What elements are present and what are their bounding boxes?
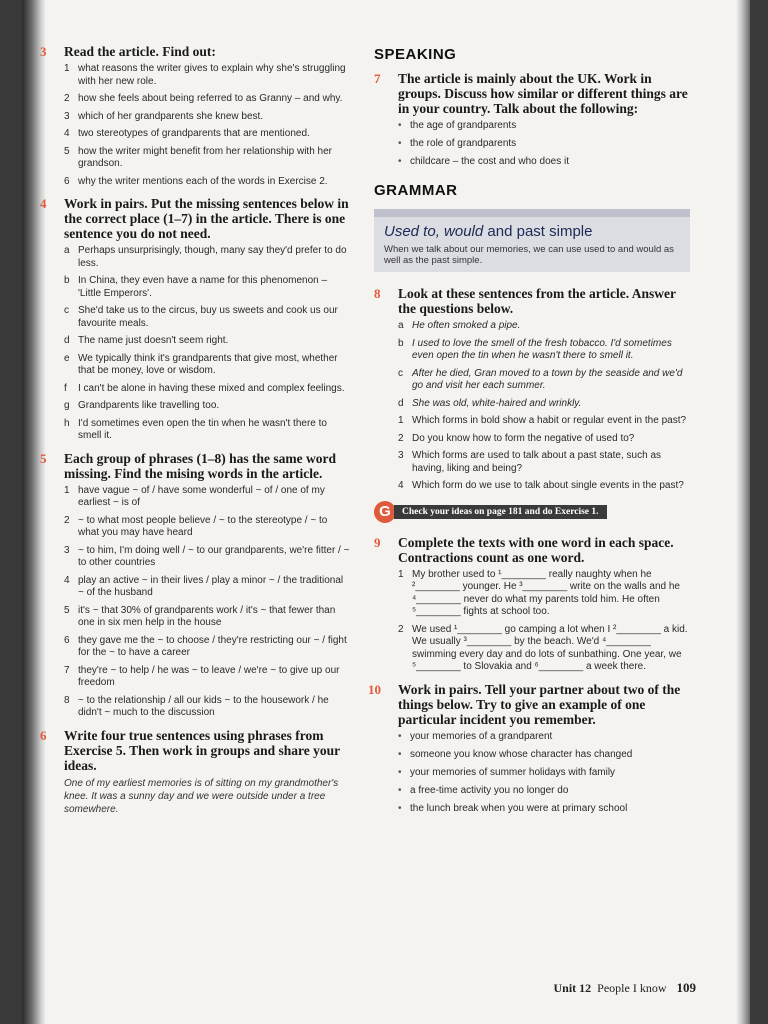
- bullet-item: • the age of grandparents: [398, 120, 690, 132]
- item-label: 5: [64, 604, 70, 616]
- list-item: [64, 485, 350, 510]
- item-text: what reasons the writer gives to explain why she's struggling with her new role.: [78, 63, 346, 87]
- bullet-item: • the lunch break when you were at primary school: [398, 803, 690, 815]
- item-text: Do you know how to form the negative of used to?: [412, 432, 635, 444]
- item-text: they're ~ to help / he was ~ to leave / we're ~ to give up our freedom: [78, 664, 340, 688]
- list-item: [64, 695, 350, 720]
- list-item: [398, 450, 690, 475]
- item-label: 6: [64, 634, 70, 646]
- textbook-page: [22, 0, 750, 1024]
- left-column: [40, 44, 350, 824]
- list-item: [64, 111, 350, 124]
- exercise-number: 7: [374, 71, 381, 86]
- item-label: e: [64, 352, 70, 364]
- item-text: have vague ~ of / have some wonderful ~ of / one of my earliest ~ is of: [78, 484, 325, 508]
- exercise-heading: Work in pairs. Tell your partner about two of the things below. Try to give an example of one particular incident you remember.: [398, 681, 681, 727]
- grammar-box-title: Used to, would and past simple: [384, 223, 593, 240]
- item-label: b: [64, 275, 70, 286]
- item-label: 5: [64, 145, 70, 157]
- exercise-heading: Write four true sentences using phrases from Exercise 5. Then work in groups and share your ideas.: [64, 727, 340, 773]
- list-item: [398, 398, 690, 411]
- exercise-heading: The article is mainly about the UK. Work in groups. Discuss how similar or different things are in your country. Talk about the following:: [398, 71, 688, 116]
- item-label: c: [398, 367, 403, 379]
- list-item: [64, 515, 350, 540]
- item-text: We used ¹________ go camping a lot when I ²________ a kid. We usually ³________ by the beach. We'd ⁴________ swimming every day and do lots of sunbathing. One year, we ⁵________ to Slovakia and ⁶________ a week there.: [412, 623, 688, 672]
- gap-fill-list: [398, 569, 690, 674]
- page-footer: [554, 980, 697, 996]
- item-text: ~ to the relationship / all our kids ~ to the housework / he didn't ~ much to the discussion: [78, 694, 329, 718]
- list-item: [398, 320, 690, 333]
- item-text: He often smoked a pipe.: [412, 320, 521, 331]
- list-item: [64, 335, 350, 348]
- item-label: 1: [64, 484, 70, 496]
- item-label: 3: [398, 450, 404, 461]
- page-edge-shadow: [736, 0, 750, 1024]
- list-item: [398, 624, 690, 674]
- bullet-item: • your memories of summer holidays with family: [398, 767, 690, 779]
- item-label: 2: [64, 514, 70, 526]
- unit-title: People I know: [597, 981, 667, 995]
- item-label: 4: [64, 128, 70, 139]
- topic-list: [398, 731, 690, 815]
- item-text: Which form do we use to talk about single events in the past?: [412, 480, 684, 491]
- exercise-heading: Look at these sentences from the article. Answer the questions below.: [398, 286, 676, 316]
- item-label: h: [64, 417, 70, 429]
- exercise-number: 3: [40, 44, 47, 59]
- item-label: 4: [64, 574, 70, 586]
- exercise-5: [40, 451, 350, 720]
- right-column: [368, 46, 690, 823]
- list-item: [64, 305, 350, 330]
- list-item: [398, 368, 690, 393]
- exercise-4: [40, 196, 350, 443]
- bullet-item: • your memories of a grandparent: [398, 731, 690, 743]
- list-item: [398, 338, 690, 363]
- exercise-10: [368, 681, 690, 815]
- item-text: how she feels about being referred to as Granny – and why.: [78, 93, 343, 104]
- exercise-8: [374, 286, 690, 493]
- list-item: [398, 480, 690, 493]
- exercise-7: [374, 71, 690, 168]
- item-label: 2: [64, 93, 70, 104]
- item-label: d: [64, 335, 70, 346]
- item-label: g: [64, 400, 70, 411]
- item-label: b: [398, 337, 404, 349]
- list-item: [64, 63, 350, 88]
- item-label: c: [64, 305, 69, 316]
- list-item: [398, 433, 690, 446]
- unit-label: Unit 12: [553, 981, 592, 995]
- grammar-icon: G: [374, 501, 396, 523]
- page-number: 109: [676, 980, 696, 995]
- list-item: [64, 605, 350, 630]
- bullet-item: • the role of grandparents: [398, 138, 690, 150]
- item-text: which of her grandparents she knew best.: [78, 110, 264, 122]
- item-text: Which forms are used to talk about a past state, such as having, liking and being?: [412, 450, 662, 474]
- list-item: [64, 128, 350, 141]
- exercise-3: [40, 44, 350, 188]
- grammar-box: [374, 209, 690, 272]
- item-label: a: [64, 245, 70, 256]
- item-text: The name just doesn't seem right.: [78, 335, 229, 346]
- list-item: [64, 418, 350, 443]
- item-text: Perhaps unsurprisingly, though, many say they'd prefer to do less.: [78, 245, 347, 269]
- item-text: Grandparents like travelling too.: [78, 400, 220, 411]
- exercise-number: 5: [40, 450, 47, 466]
- item-text: She was old, white-haired and wrinkly.: [412, 397, 582, 409]
- exercise-heading: Read the article. Find out:: [64, 44, 216, 59]
- list-item: [64, 545, 350, 570]
- list-item: [64, 93, 350, 106]
- item-text: She'd take us to the circus, buy us sweets and cook us our favourite meals.: [78, 305, 338, 329]
- exercise-number: 10: [368, 681, 381, 697]
- bullet-item: • childcare – the cost and who does it: [398, 156, 690, 168]
- section-title-speaking: SPEAKING: [374, 46, 457, 63]
- exercise-heading: Work in pairs. Put the missing sentences below in the correct place (1–7) in the article. There is one sentence you do not need.: [64, 196, 349, 241]
- item-text: they gave me the ~ to choose / they're restricting our ~ / fight for the ~ to have a career: [78, 634, 347, 658]
- item-label: a: [398, 320, 404, 331]
- item-text: two stereotypes of grandparents that are mentioned.: [78, 128, 310, 139]
- topic-list: [398, 120, 690, 168]
- example-answer: One of my earliest memories is of sitting on my grandmother's knee. It was a sunny day and we were outside under a tree somewhere.: [64, 777, 339, 815]
- item-label: 7: [64, 664, 70, 676]
- item-label: 2: [398, 432, 404, 444]
- item-text: I used to love the smell of the fresh tobacco. I'd sometimes even open the tin when he wasn't there to smell it.: [412, 337, 672, 361]
- item-text: ~ to what most people believe / ~ to the stereotype / ~ to what you may have heard: [78, 514, 328, 538]
- exercise-heading: Complete the texts with one word in each space. Contractions count as one word.: [398, 534, 674, 565]
- list-item: [64, 176, 350, 189]
- item-label: f: [64, 382, 67, 394]
- exercise-number: 6: [40, 727, 47, 743]
- list-item: [398, 569, 690, 619]
- grammar-reference-bar: [374, 501, 690, 523]
- exercise-number: 8: [374, 286, 381, 301]
- item-label: 2: [398, 623, 404, 635]
- exercise-heading: Each group of phrases (1–8) has the same word missing. Find the mising words in the article.: [64, 450, 337, 481]
- item-text: I'd sometimes even open the tin when he wasn't there to smell it.: [78, 417, 327, 441]
- list-item: [64, 400, 350, 413]
- item-text: My brother used to ¹________ really naughty when he ²________ younger. He ³________ write on the walls and he ⁴________ never do what my parents told him. He often ⁵________ fights at school too.: [412, 568, 680, 617]
- list-item: [64, 383, 350, 396]
- item-text: it's ~ that 30% of grandparents work / it's ~ that fewer than one in six men help in the house: [78, 604, 336, 628]
- phrase-group-list: [64, 485, 350, 720]
- item-text: play an active ~ in their lives / play a minor ~ / the traditional ~ of the husband: [78, 574, 344, 598]
- item-text: why the writer mentions each of the words in Exercise 2.: [78, 175, 328, 187]
- example-sentence-list: [398, 320, 690, 410]
- item-text: After he died, Gran moved to a town by the seaside and we'd go and visit her each summer.: [412, 367, 683, 391]
- list-item: [64, 635, 350, 660]
- item-label: 8: [64, 694, 70, 706]
- section-title-grammar: GRAMMAR: [374, 182, 458, 199]
- grammar-box-text: When we talk about our memories, we can use used to and would as well as the past simple.: [384, 244, 674, 266]
- question-list: [64, 63, 350, 188]
- item-label: 1: [398, 415, 404, 426]
- sentence-list: [64, 245, 350, 443]
- bullet-item: • a free-time activity you no longer do: [398, 785, 690, 797]
- item-text: how the writer might benefit from her relationship with her grandson.: [78, 145, 333, 169]
- item-text: ~ to him, I'm doing well / ~ to our grandparents, we're fitter / ~ to other countries: [78, 544, 350, 568]
- list-item: [64, 665, 350, 690]
- list-item: [398, 415, 690, 428]
- item-label: 6: [64, 175, 70, 187]
- item-label: 4: [398, 480, 404, 491]
- item-label: 3: [64, 544, 70, 556]
- question-list: [398, 415, 690, 493]
- list-item: [64, 146, 350, 171]
- list-item: [64, 353, 350, 378]
- item-text: Which forms in bold show a habit or regular event in the past?: [412, 415, 687, 426]
- item-text: In China, they even have a name for this phenomenon – 'Little Emperors'.: [78, 275, 328, 299]
- bullet-item: • someone you know whose character has changed: [398, 749, 690, 761]
- item-text: We typically think it's grandparents that give most, whether that be money, love or wisdom.: [78, 352, 338, 376]
- item-label: 1: [398, 568, 404, 580]
- exercise-number: 9: [374, 534, 381, 550]
- item-text: I can't be alone in having these mixed and complex feelings.: [78, 382, 345, 394]
- exercise-9: [374, 535, 690, 674]
- list-item: [64, 575, 350, 600]
- exercise-number: 4: [40, 196, 47, 211]
- list-item: [64, 245, 350, 270]
- item-label: 1: [64, 63, 70, 74]
- grammar-reference-text: Check your ideas on page 181 and do Exercise 1.: [394, 505, 607, 519]
- item-label: 3: [64, 110, 70, 122]
- exercise-6: [40, 728, 350, 816]
- item-label: d: [398, 397, 404, 409]
- list-item: [64, 275, 350, 300]
